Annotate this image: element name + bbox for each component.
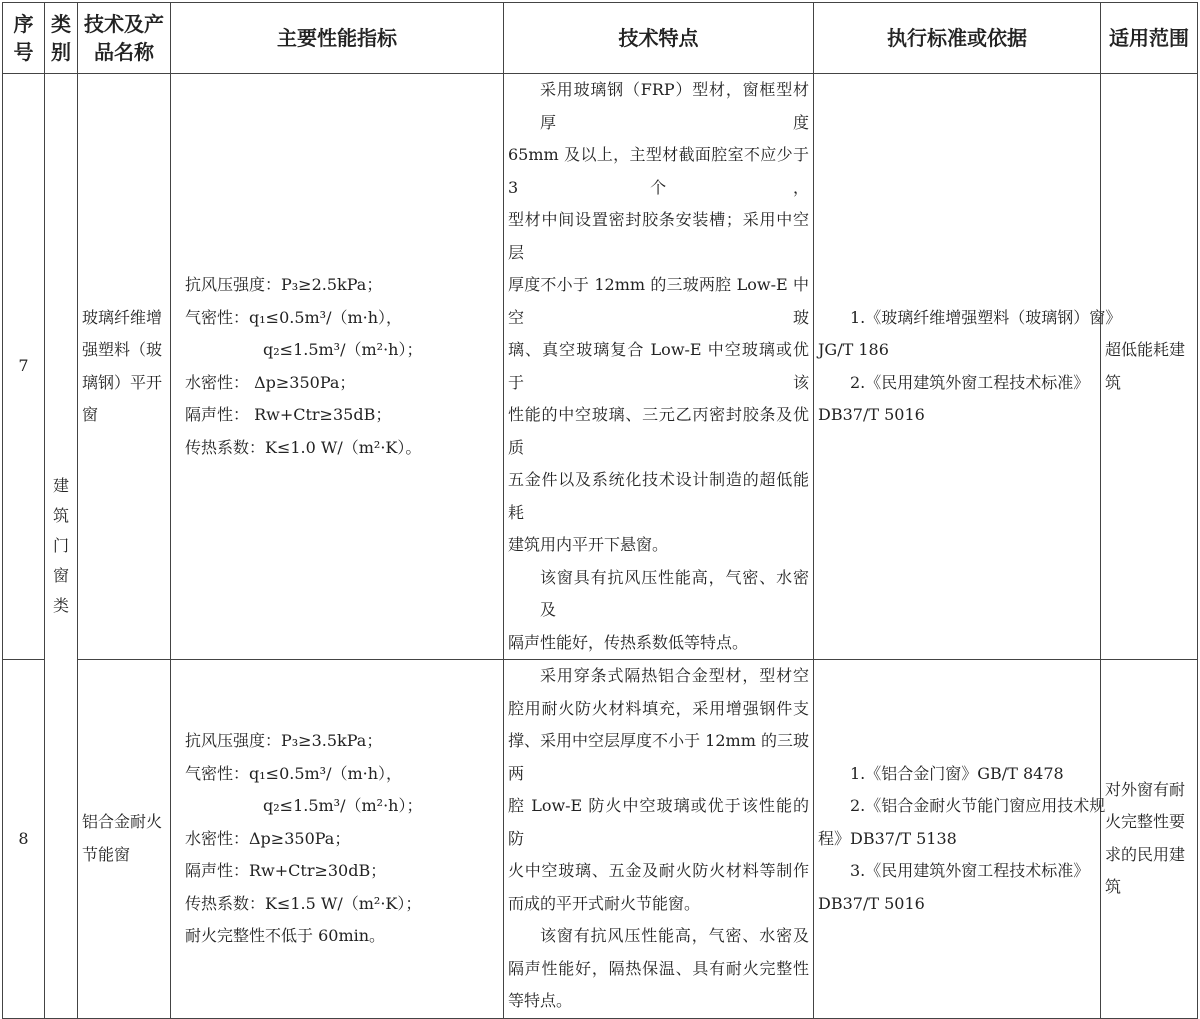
text-line: 五金件以及系统化技术设计制造的超低能耗: [508, 470, 809, 522]
text-line: 筑: [1105, 877, 1122, 897]
text-line: 而成的平开式耐火节能窗。: [508, 893, 701, 913]
standards-table: [2, 2, 1198, 1019]
header-scope: 适用范围: [1101, 3, 1198, 74]
text-line: 隔声性： Rw+Ctr≥35dB；: [185, 405, 392, 424]
text-line: 对外窗有耐: [1105, 779, 1186, 799]
name-cell: [78, 74, 171, 660]
performance-cell: [171, 660, 504, 1019]
text-line: 气密性：q₁≤0.5m³/（m·h），: [185, 307, 403, 327]
text-line: q₂≤1.5m³/（m²·h）；: [263, 340, 423, 359]
text-line: 65mm 及以上，主型材截面腔室不应少于 3 个，: [508, 145, 809, 197]
text-line: 建筑用内平开下悬窗。: [508, 535, 669, 554]
text-line: JG/T 186: [818, 340, 889, 359]
text-line: 别: [51, 40, 71, 64]
text-line: q₂≤1.5m³/（m²·h）；: [263, 796, 423, 815]
text-line: 2.《民用建筑外窗工程技术标准》: [850, 372, 1090, 392]
header-standards: 执行标准或依据: [814, 3, 1101, 74]
text-line: 程》DB37/T 5138: [818, 828, 957, 848]
text-line: 传热系数：K≤1.0 W/（m²·K）。: [185, 437, 422, 457]
text-line: 采用穿条式隔热铝合金型材，型材空: [540, 666, 809, 685]
text-line: 类: [51, 12, 71, 36]
text-line: 该窗具有抗风压性能高，气密、水密及: [540, 567, 809, 619]
text-line: 火中空玻璃、五金及耐火防火材料等制作: [508, 861, 809, 880]
text-line: 1.《玻璃纤维增强塑料（玻璃钢）窗》: [850, 307, 1122, 327]
text-line: DB37/T 5016: [818, 893, 925, 913]
text-line: 窗: [52, 565, 69, 585]
table-row: [3, 660, 1198, 1019]
header-features: 技术特点: [504, 3, 814, 74]
text-line: 超低能耗建: [1105, 340, 1186, 359]
performance-cell: [171, 74, 504, 660]
text-line: 隔声性：Rw+Ctr≥30dB；: [185, 861, 387, 880]
text-line: 抗风压强度：P₃≥3.5kPa；: [185, 731, 383, 750]
standards-cell: [814, 74, 1122, 660]
text-line: 采用玻璃钢（FRP）型材，窗框型材厚度: [540, 80, 809, 132]
text-line: 品名称: [94, 40, 154, 64]
text-line: 玻璃纤维增: [82, 307, 163, 327]
text-line: 水密性：Δp≥350Pa；: [185, 828, 351, 848]
text-line: 璃、真空玻璃复合 Low-E 中空玻璃或优于该: [508, 340, 809, 392]
header-performance: 主要性能指标: [171, 3, 504, 74]
text-line: 传热系数：K≤1.5 W/（m²·K）；: [185, 893, 422, 913]
text-line: 腔用耐火防火材料填充，采用增强钢件支: [508, 698, 809, 718]
table-row: [3, 74, 1198, 660]
text-line: 窗: [82, 405, 99, 424]
text-line: 耐火完整性不低于 60min。: [185, 926, 386, 945]
text-line: 筑: [52, 505, 69, 525]
text-line: 强塑料（玻: [82, 340, 163, 359]
text-line: 等特点。: [508, 991, 573, 1010]
text-line: 序: [13, 12, 34, 36]
text-line: 气密性：q₁≤0.5m³/（m·h），: [185, 763, 403, 783]
text-line: 水密性： Δp≥350Pa；: [185, 372, 356, 392]
text-line: 撑、采用中空层厚度不小于 12mm 的三玻两: [508, 731, 809, 783]
text-line: 型材中间设置密封胶条安装槽；采用中空层: [508, 210, 809, 262]
header-name: [78, 3, 171, 74]
text-line: 技术及产: [84, 12, 164, 36]
scope-cell: [1101, 74, 1198, 660]
text-line: 火完整性要: [1105, 812, 1186, 832]
text-line: 门: [52, 535, 69, 555]
text-line: 隔声性能好，隔热保温、具有耐火完整性: [508, 958, 809, 978]
header-row: [3, 3, 1198, 74]
header-category: [45, 3, 78, 74]
features-cell: [504, 660, 814, 1019]
seq-cell: 8: [3, 660, 45, 1019]
seq-cell: 7: [3, 74, 45, 660]
text-line: 性能的中空玻璃、三元乙丙密封胶条及优质: [508, 405, 809, 457]
standards-cell: [814, 660, 1106, 1019]
text-line: 求的民用建: [1105, 844, 1186, 864]
header-seq: [3, 3, 45, 74]
category-cell: [45, 74, 78, 1019]
text-line: 3.《民用建筑外窗工程技术标准》: [850, 861, 1090, 880]
text-line: DB37/T 5016: [818, 405, 925, 424]
text-line: 节能窗: [82, 844, 131, 864]
text-line: 隔声性能好，传热系数低等特点。: [508, 632, 749, 652]
text-line: 号: [13, 40, 34, 64]
features-cell: [504, 74, 814, 660]
text-line: 1.《铝合金门窗》GB/T 8478: [850, 763, 1064, 783]
text-line: 璃钢）平开: [82, 372, 163, 392]
text-line: 厚度不小于 12mm 的三玻两腔 Low-E 中空玻: [508, 275, 809, 327]
text-line: 筑: [1105, 372, 1122, 392]
text-line: 该窗有抗风压性能高，气密、水密及: [540, 926, 809, 945]
text-line: 铝合金耐火: [82, 812, 163, 832]
text-line: 腔 Low-E 防火中空玻璃或优于该性能的防: [508, 796, 809, 848]
name-cell: [78, 660, 171, 1019]
text-line: 2.《铝合金耐火节能门窗应用技术规: [850, 796, 1106, 815]
text-line: 类: [52, 595, 69, 615]
scope-cell: [1101, 660, 1198, 1019]
text-line: 抗风压强度：P₃≥2.5kPa；: [185, 275, 383, 294]
text-line: 建: [52, 475, 69, 495]
